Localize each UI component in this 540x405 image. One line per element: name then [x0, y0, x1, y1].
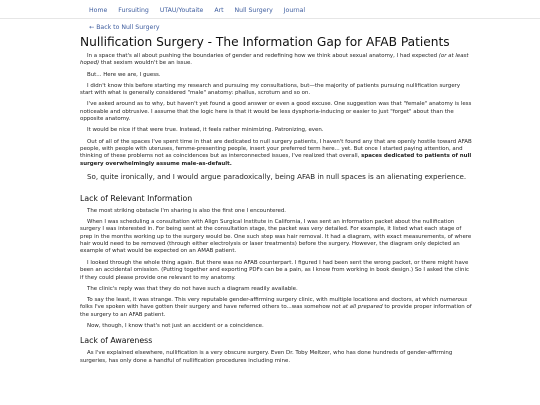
intro-paragraph-2: But... Here we are, I guess. [87, 71, 161, 78]
back-link-label: Back to Null Surgery [96, 24, 160, 31]
section-heading-relevant-information: Lack of Relevant Information [80, 193, 193, 203]
nav-link-null-surgery[interactable]: Null Surgery [234, 7, 273, 14]
intro-paragraph-3: I didn't know this before starting my research and pursuing my consultations, but—the majority of patients pursuing nullification surgery start with what is generally considered "male" anatomy: phallus, scrotum and so on. [80, 82, 461, 97]
intro-paragraph-6 [80, 139, 473, 169]
section1-p5-text: To say the least, it was strange. This very reputable gender-affirming surgery clinic, with multiple locations and doctors, at which [87, 296, 440, 303]
section1-paragraph-3: I looked through the whole thing again. But there was no AFAB counterpart. I figured I had been sent the wrong packet, or there might have been an accidental omission. (Putting together and exporting PDFs can be a pain, as I know from working in book design.) So I asked the clinic if they could please provide one relevant to my anatomy. [80, 259, 469, 281]
section-heading-lack-of-awareness: Lack of Awareness [80, 336, 153, 346]
nav-link-utau-youtaite[interactable]: UTAU/Youtaite [159, 7, 204, 14]
section2-paragraph-1: As I've explained elsewhere, nullification is a very obscure surgery. Even Dr. Toby Meltzer, who has done hundreds of gender-affirming surgeries, has only done a handful of nullification procedures including mine. [80, 350, 453, 364]
section1-p5-emphasis-1: numerous [439, 296, 468, 303]
main-nav [89, 7, 305, 14]
intro-paragraph-4: I've asked around as to why, but haven't yet found a good answer or even a good excuse. One suggestion was that "female" anatomy is less noticeable and obtrusive. I assume that the logic here is that it would be less dysphoria-inducing or easier to just "forget" about than the opposite anatomy. [80, 101, 472, 123]
left-arrow-icon: ← [89, 24, 95, 31]
section1-p2-emphasis: very [311, 226, 324, 233]
page-title: Nullification Surgery - The Information Gap for AFAB Patients [80, 35, 450, 49]
section1-p5-text-end: to provide proper information of the surgery to an AFAB patient. [80, 304, 472, 318]
section1-paragraph-1: The most striking obstacle I'm sharing is also the first one I encountered. [87, 207, 287, 214]
intro-p6-text: Out of all of the spaces I've spent time in that are dedicated to null surgery patients, I haven't found any that are openly hostile toward AFAB people, with people with uteruses, femme-presenting people, insert your preferred term here... yet. But once I started paying attention, and thinking of these problems not as coincidences but as interconnected issues, I've realized that overall, [80, 138, 472, 160]
lead-statement: So, quite ironically, and I would argue paradoxically, being AFAB in null spaces is an alienating experience. [87, 172, 467, 182]
article-body [80, 53, 473, 369]
intro-p1-text: In a space that's all about pushing the boundaries of gender and redefining how we think about sexual anatomy, I had expected [87, 53, 439, 59]
intro-paragraph-1 [80, 53, 473, 68]
section1-paragraph-5 [80, 297, 473, 319]
back-to-null-surgery-link[interactable] [89, 24, 160, 31]
nav-link-fursuiting[interactable]: Fursuiting [118, 7, 149, 14]
section1-p2-text-end: detailed. For example, it listed what each stage of prep in the months working up to the surgery would be. One such step was hair removal. It had a diagram, with exact measurements, of where hair would need to be removed (through either electrolysis or laser treatments) before the surgery. However, the diagram only depicted an example of what would be expected on an AMAB patient. [80, 226, 472, 255]
section1-p2-text: When I was scheduling a consultation with Align Surgical Institute in California, I was sent an information packet about the nullification surgery I was interested in. For being sent at the consultation stage, the packet was [80, 218, 455, 233]
section1-paragraph-6: Now, though, I know that's not just an accident or a coincidence. [87, 322, 264, 329]
intro-paragraph-5: It would be nice if that were true. Instead, it feels rather minimizing. Patronizing, even. [87, 127, 324, 134]
section1-p5-text-mid: folks I've spoken with have gotten their surgery and have referred others to...was somehow [80, 304, 332, 311]
intro-p1-text-end: that sexism wouldn't be an issue. [99, 60, 193, 67]
nav-link-art[interactable]: Art [214, 7, 224, 14]
nav-link-journal[interactable]: Journal [283, 7, 306, 14]
top-navigation-bar [0, 0, 540, 19]
section1-paragraph-2 [80, 219, 473, 256]
section1-paragraph-4: The clinic's reply was that they do not have such a diagram readily available. [87, 285, 298, 292]
nav-link-home[interactable]: Home [89, 7, 108, 14]
section1-p5-emphasis-2: not at all prepared [331, 304, 383, 311]
intro-p6-bold: spaces dedicated to patients of null surgery overwhelmingly assume male-as-default. [80, 153, 472, 167]
intro-p1-emphasis: (or at least hoped) [80, 53, 469, 67]
